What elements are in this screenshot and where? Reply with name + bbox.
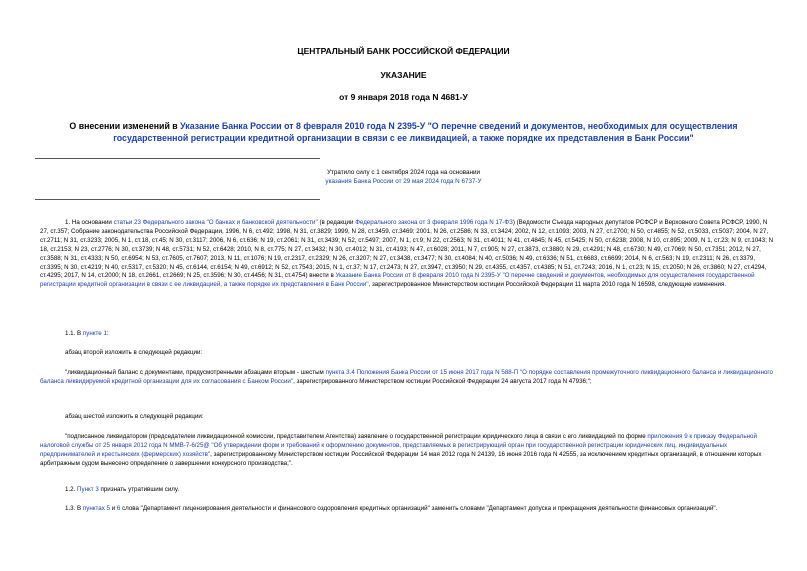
law-article-link[interactable]: статьи 23 Федерального закона "О банках и банковской деятельности" (113, 219, 318, 226)
paragraph-abz2: абзац второй изложить в следующей редакции: (65, 349, 203, 356)
quote-paragraph-2 (40, 433, 773, 469)
paragraph-text: , зарегистрированному Министерством юстиции Российской Федерации 14 мая 2012 года N 24139, 16 июня 2016 года N 42555, за исключением кредитных организаций, в отношении которых арбитражным судом вынесено определение о завершении конкурсного производства;". (40, 450, 762, 467)
paragraph-1-3 (40, 505, 773, 514)
document-date-heading: от 9 января 2018 года N 4681-У (339, 92, 468, 102)
clause-1-link[interactable]: пункте 1 (82, 330, 107, 337)
paragraph-text: : (106, 330, 109, 337)
paragraph-text: (в редакции (317, 219, 356, 226)
paragraph-text: "подписанное ликвидатором (председателем ликвидационной комиссии, представителем Агентства) заявление о государственной регистрации юридического лица в связи с его ликвидацией по форме (65, 433, 648, 440)
paragraph-text: 1.2. (65, 486, 78, 493)
quote-paragraph-1 (40, 369, 773, 387)
paragraph-text: 1.1. В (65, 330, 83, 337)
title-prefix: О внесении изменений в (69, 121, 181, 131)
paragraph-1-1 (40, 330, 771, 339)
clause-3-link[interactable]: Пункт 3 (77, 486, 99, 493)
clause-5-link[interactable]: пунктах 5 (82, 505, 110, 512)
paragraph-text: ) (Ведомости Съезда народных депутатов РСФСР и Верховного Совета РСФСР, 1990, N 27, ст.357; Собрание законодательства Российской Федерации, 1996, N 6, ст.492; 1998, N 31, ст.3829; 1999, N 28, ст.3459, ст.3469; 2001, N 26, ст.2586; N 33, ст.3424; 2002, N 12, ст.1093; 2003, N 27, ст.2700; N 50, ст.4855; N 52, ст.5033, ст.5037; 2004, N 27, ст.2711; N 31, ст.3233; 2005, N 1, ст.18, ст.45; N 30, ст.3117; 2006, N 6, ст.636; N 19, ст.2061; N 31, ст.3439; N 52, ст.5497; 2007, N 1, ст.9; N 22, ст.2563; N 31, ст.4011; N 41, ст.4845; N 45, ст.5425; N 50, ст.6238; 2008, N 10, ст.895; 2009, N 1, ст.23; N 9, ст.1043; N 18, ст.2153; N 23, ст.2776; N 30, ст.3739; N 48, ст.5731; N 52, ст.6428; 2010, N 8, ст.775; N 27, ст.3432; N 30, ст.4012; N 31, ст.4193; N 47, ст.6028; 2011, N 7, ст.905; N 27, ст.3873, ст.3880; N 29, ст.4291; N 48, ст.6730; N 49, ст.7069; N 50, ст.7351; 2012, N 27, ст.3588; N 31, ст.4333; N 50, ст.6954; N 53, ст.7605, ст.7607; 2013, N 11, ст.1076; N 19, ст.2317, ст.2329; N 26, ст.3207; N 27, ст.3438, ст.3477; N 30, ст.4084; N 40, ст.5036; N 49, ст.6336; N 51, ст.6683, ст.6699; 2014, N 6, ст.563; N 19, ст.2311; N 26, ст.3379, ст.3395; N 30, ст.4219; N 40, ст.5317, ст.5320; N 45, ст.6144, ст.6154; N 49, ст.6912; N 52, ст.7543; 2015, N 1, ст.37; N 17, ст.2473; N 27, ст.3947, ст.3950; N 29, ст.4355, ст.4357, ст.4385; N 51, ст.7243; 2016, N 1, ст.23; N 15, ст.2050; N 26, ст.3860; N 27, ст.4294, ст.4295; 2017, N 14, ст.2000; N 18, ст.2661, ст.2669; N 25, ст.3596; N 30, ст.4456; N 31, ст.4754) внести в (40, 219, 774, 280)
paragraph-text: "ликвидационный баланс с документами, предусмотренными абзацами вторым - шестым (65, 369, 326, 376)
paragraph-text: признать утратившим силу. (98, 486, 180, 493)
separator-line (35, 158, 320, 159)
amended-order-link[interactable]: Указание Банка России от 8 февраля 2010 года N 2395-У "О перечне сведений и документов, необходимых для осуществления государственной регистрации кредитной организации в связи с ее ликвидацией, а также порядке их представления в Банк России" (40, 272, 755, 289)
document-type-heading: УКАЗАНИЕ (380, 70, 427, 80)
document-title (40, 120, 767, 144)
paragraph-text: 1. На основании (65, 219, 114, 226)
paragraph-text: слова "Департамент лицензирования деятельности и финансового оздоровления кредитных организаций" заменить словами "Департамент допуска и прекращения деятельности финансовых организаций". (120, 505, 718, 512)
paragraph-text: , зарегистрированного Министерством юстиции Российской Федерации 24 августа 2017 года N 47936;"; (293, 377, 592, 385)
expiry-notice-text: Утратило силу с 1 сентября 2024 года на основании (326, 169, 480, 176)
paragraph-1 (40, 219, 775, 290)
separator-line (35, 199, 320, 200)
paragraph-1-2 (40, 486, 771, 495)
paragraph-text: , зарегистрированное Министерством юстиции Российской Федерации 11 марта 2010 года N 16598, следующие изменения. (368, 281, 727, 289)
title-amended-order-link[interactable]: Указание Банка России от 8 февраля 2010 года N 2395-У "О перечне сведений и документов, необходимых для осуществления государственной регистрации кредитной организации в связи с ее ликвидацией, а также порядке их представления в Банк России" (113, 121, 738, 143)
issuer-heading: ЦЕНТРАЛЬНЫЙ БАНК РОССИЙСКОЙ ФЕДЕРАЦИИ (297, 46, 510, 56)
expiry-basis-link[interactable]: указания Банка России от 29 мая 2024 года N 6737-У (325, 178, 482, 185)
paragraph-text: 1.3. В (65, 505, 83, 512)
clause-6-link[interactable]: 6 (116, 505, 121, 512)
paragraph-text: и (110, 505, 117, 512)
regulation-588p-link[interactable]: пункта 3.4 Положения Банка России от 15 июня 2017 года N 588-П "О порядке составления промежуточного ликвидационного баланса и ликвидационного баланса ликвидируемой кредитной организации для их согласования с Банком России" (40, 369, 773, 385)
paragraph-abz6: абзац шестой изложить в следующей редакции: (65, 413, 204, 420)
federal-law-link[interactable]: Федерального закона от 3 февраля 1996 года N 17-ФЗ (355, 219, 513, 226)
expiry-notice (220, 168, 587, 186)
fns-order-link[interactable]: приложения 9 к приказу Федеральной налоговой службы от 25 января 2012 года N ММВ-7-6/25@ "Об утверждении форм и требований к оформлению документов, представляемых в регистрирующий орган при государственной регистрации юридических лиц, индивидуальных предпринимателей и крестьянских (фермерских) хозяйств" (40, 433, 757, 458)
